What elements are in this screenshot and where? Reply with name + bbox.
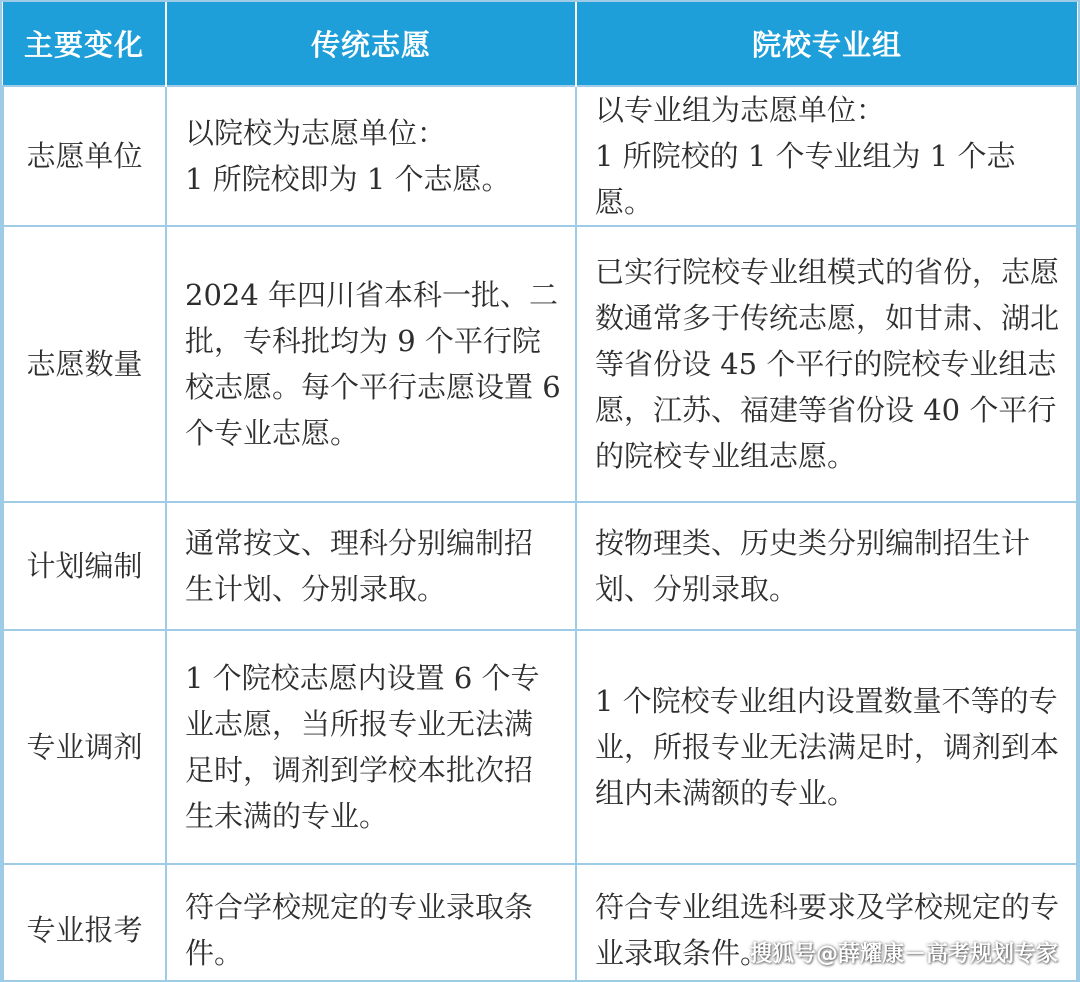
group-cell — [576, 630, 1077, 864]
cell-text: 已实行院校专业组模式的省份，志愿数通常多于传统志愿，如甘肃、湖北等省份设 45 个平行的院校专业组志愿，江苏、福建等省份设 40 个平行的院校专业组志愿。 — [595, 255, 1060, 473]
watermark: 搜狐号@薛耀康－高考规划专家 — [749, 942, 1058, 967]
cell-text: 按物理类、历史类分别编制招生计划、分别录取。 — [595, 526, 1031, 606]
cell-text: 1 个院校志愿内设置 6 个专业志愿，当所报专业无法满足时，调剂到学校本批次招生未满的专业。 — [185, 661, 540, 833]
header-traditional: 传统志愿 — [166, 2, 576, 86]
row-label: 专业报考 — [3, 864, 166, 982]
table-row — [3, 86, 1077, 226]
group-cell — [576, 86, 1077, 226]
row-label: 专业调剂 — [3, 630, 166, 864]
row-label: 计划编制 — [3, 502, 166, 630]
cell-text: 符合学校规定的专业录取条件。 — [185, 890, 534, 970]
table-row — [3, 502, 1077, 630]
traditional-cell — [166, 630, 576, 864]
cell-text: 2024 年四川省本科一批、二批，专科批均为 9 个平行院校志愿。每个平行志愿设置 6 个专业志愿。 — [185, 278, 561, 450]
cell-text: 1 个院校专业组内设置数量不等的专业，所报专业无法满足时，调剂到本组内未满额的专业。 — [595, 684, 1060, 810]
cell-text: 通常按文、理科分别编制招生计划、分别录取。 — [185, 526, 534, 606]
table-header-row — [3, 2, 1077, 86]
table-row — [3, 630, 1077, 864]
row-label: 志愿数量 — [3, 226, 166, 502]
cell-text: 以院校为志愿单位： 1 所院校即为 1 个志愿。 — [185, 116, 511, 196]
traditional-cell — [166, 226, 576, 502]
comparison-table — [2, 2, 1078, 982]
cell-text: 符合专业组选科要求及学校规定的专业录取条件。 — [595, 890, 1060, 970]
row-label: 志愿单位 — [3, 86, 166, 226]
table-row — [3, 226, 1077, 502]
group-cell — [576, 502, 1077, 630]
cell-text: 以专业组为志愿单位： 1 所院校的 1 个专业组为 1 个志愿。 — [595, 93, 1016, 219]
header-main-change: 主要变化 — [3, 2, 166, 86]
group-cell — [576, 226, 1077, 502]
traditional-cell — [166, 502, 576, 630]
header-professional-group: 院校专业组 — [576, 2, 1077, 86]
traditional-cell — [166, 86, 576, 226]
traditional-cell — [166, 864, 576, 982]
